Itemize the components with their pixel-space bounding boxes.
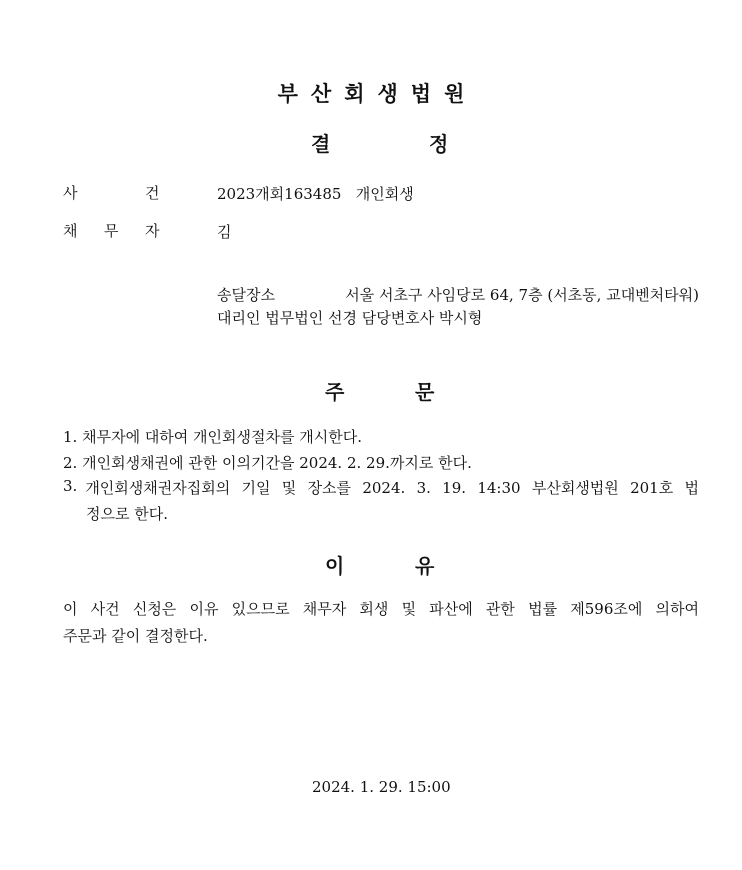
order-number: 3. <box>63 477 78 495</box>
case-label-char-2: 건 <box>145 184 160 202</box>
debtor-label-char-1: 채 <box>63 222 78 240</box>
order-item-3 <box>63 477 699 498</box>
reason-title-char-2: 유 <box>415 554 435 578</box>
order-item-2 <box>63 452 472 473</box>
service-agent: 대리인 법무법인 선경 담당변호사 박시형 <box>217 309 483 327</box>
order-text-line-1: 개인회생채권자집회의 기일 및 장소를 2024. 3. 19. 14:30 부산회생법원 201호 법 <box>85 479 699 497</box>
order-item-3-continuation: 정으로 한다. <box>86 505 168 523</box>
reason-text-line-2: 주문과 같이 결정한다. <box>63 627 208 645</box>
order-number: 2. <box>63 454 78 472</box>
doc-title-char-2: 정 <box>429 132 449 156</box>
case-label-char-1: 사 <box>63 184 78 202</box>
order-number: 1. <box>63 428 78 446</box>
order-text: 개인회생채권에 관한 이의기간을 2024. 2. 29.까지로 한다. <box>82 454 472 472</box>
reason-title-char-1: 이 <box>325 554 345 578</box>
order-text: 채무자에 대하여 개인회생절차를 개시한다. <box>82 428 362 446</box>
court-name: 부산회생법원 <box>277 82 478 106</box>
debtor-label-char-3: 자 <box>145 222 160 240</box>
debtor-label-char-2: 무 <box>104 222 119 240</box>
doc-title-char-1: 결 <box>311 132 331 156</box>
reason-text-line-1: 이 사건 신청은 이유 있으므로 채무자 회생 및 파산에 관한 법률 제596조에 의하여 <box>63 600 699 618</box>
order-item-1 <box>63 426 362 447</box>
debtor-name: 김 <box>217 223 232 241</box>
service-address-label: 송달장소 <box>217 286 275 304</box>
service-address: 서울 서초구 사임당로 64, 7층 (서초동, 교대벤처타워) <box>345 286 699 304</box>
order-title-char-1: 주 <box>325 380 345 404</box>
case-number: 2023개회163485 개인회생 <box>217 185 414 203</box>
service-address-line <box>217 284 699 305</box>
order-title-char-2: 문 <box>415 380 435 404</box>
decision-date: 2024. 1. 29. 15:00 <box>312 778 451 796</box>
